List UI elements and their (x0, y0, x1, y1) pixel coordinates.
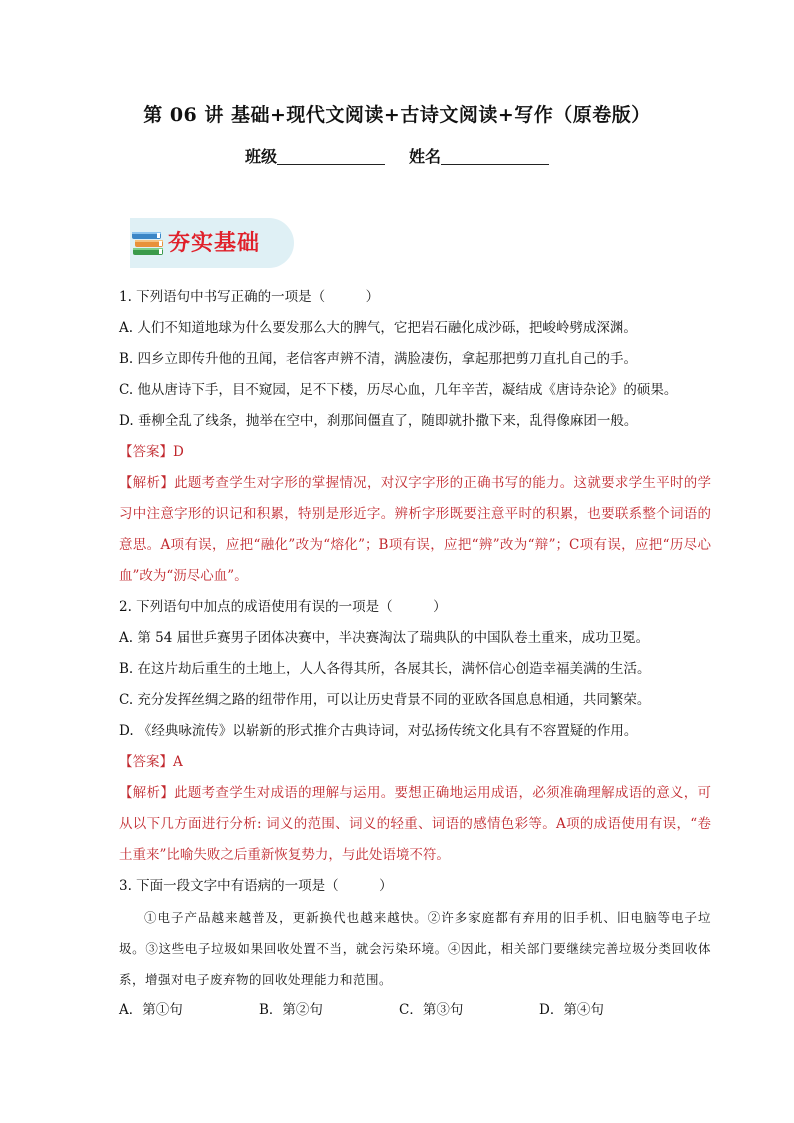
option-a: A. 第 54 届世乒赛男子团体决赛中，半决赛淘汰了瑞典队的中国队卷土重来，成功卫冕。 (119, 630, 650, 646)
option-row (119, 995, 711, 1026)
student-info-line (0, 144, 794, 167)
option-b: B. 在这片劫后重生的土地上，人人各得其所，各展其长，满怀信心创造幸福美满的生活。 (119, 661, 651, 677)
option-c: C. 他从唐诗下手，目不窥园，足不下楼，历尽心血，几年辛苦，凝结成《唐诗杂论》的硕果。 (119, 382, 678, 398)
option-d: D．第④句 (539, 1002, 604, 1018)
option-d: D. 垂柳全乱了线条，抛举在空中，刹那间僵直了，随即就扑撒下来，乱得像麻团一般。 (119, 413, 638, 429)
question-stem: 1. 下列语句中书写正确的一项是（ ） (119, 289, 380, 305)
question-list (119, 282, 711, 1026)
answer-value: A (173, 754, 183, 770)
section-banner (130, 218, 294, 268)
answer-tag: 【答案】 (119, 754, 173, 770)
answer-line (119, 437, 711, 468)
page-title: 第 06 讲 基础+现代文阅读+古诗文阅读+写作（原卷版） (143, 104, 651, 126)
question-stem: 2. 下列语句中加点的成语使用有误的一项是（ ） (119, 599, 447, 615)
analysis-tag: 【解析】 (119, 785, 175, 801)
analysis-text: 此题考查学生对字形的掌握情况，对汉字字形的正确书写的能力。这就要求学生平时的学习中注意字形的识记和积累，特别是形近字。辨析字形既要注意平时的积累，也要联系整个词语的意思。A项有误，应把“融化”改为“熔化”；B项有误，应把“辨”改为“辩”；C项有误，应把“历尽心血”改为“沥尽心血”。 (119, 475, 712, 584)
analysis-text: 此题考查学生对成语的理解与运用。要想正确地运用成语，必须准确理解成语的意义，可从以下几方面进行分析: 词义的范围、词义的轻重、词语的感情色彩等。A项的成语使用有误，“卷土重来”比喻失败之后重新恢复势力，与此处语境不符。 (119, 785, 712, 863)
option-b: B．第②句 (259, 1002, 323, 1018)
name-label: 姓名 (409, 147, 442, 166)
option-a: A．第①句 (119, 1002, 183, 1018)
section-title: 夯实基础 (168, 231, 261, 256)
name-blank-field[interactable] (441, 148, 549, 165)
option-c: C. 充分发挥丝绸之路的纽带作用，可以让历史背景不同的亚欧各国息息相通，共同繁荣。 (119, 692, 651, 708)
question-passage: ①电子产品越来越普及，更新换代也越来越快。②许多家庭都有弃用的旧手机、旧电脑等电子垃圾。③这些电子垃圾如果回收处置不当，就会污染环境。④因此，相关部门要继续完善垃圾分类回收体系，增强对电子废弃物的回收处理能力和范围。 (119, 910, 711, 987)
analysis-tag: 【解析】 (119, 475, 175, 491)
option-a: A. 人们不知道地球为什么要发那么大的脾气，它把岩石融化成沙砾，把峻岭劈成深渊。 (119, 320, 637, 336)
analysis-block (119, 468, 711, 592)
books-icon (130, 226, 168, 260)
answer-tag: 【答案】 (119, 444, 173, 460)
option-b: B. 四乡立即传升他的丑闻，老信客声辨不清，满脸凄伤，拿起那把剪刀直扎自己的手。 (119, 351, 638, 367)
class-label: 班级 (244, 147, 277, 166)
class-blank-field[interactable] (277, 148, 385, 165)
answer-value: D (173, 444, 184, 460)
option-c: C．第③句 (399, 1002, 464, 1018)
analysis-block (119, 778, 711, 871)
question-stem: 3. 下面一段文字中有语病的一项是（ ） (119, 878, 393, 894)
option-d: D. 《经典咏流传》以崭新的形式推介古典诗词，对弘扬传统文化具有不容置疑的作用。 (119, 723, 638, 739)
answer-line (119, 747, 711, 778)
